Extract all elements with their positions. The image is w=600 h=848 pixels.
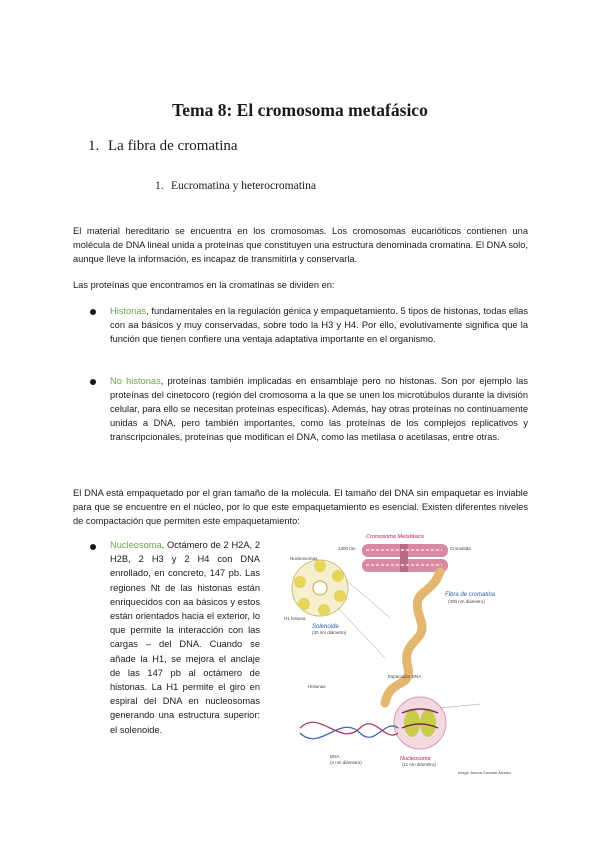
subsection-number: 1. — [155, 180, 164, 192]
label-nucleosomas: Nucleosomas — [290, 556, 318, 561]
label-fibra-sub: (300 nm diámetro) — [448, 599, 485, 604]
label-cromatida: Cromátida — [450, 546, 471, 551]
label-dna-sub: (2 nm diámetro) — [330, 760, 362, 765]
bullet-dot — [90, 309, 96, 315]
subsection-heading — [155, 180, 316, 192]
label-solenoide: Solenoide — [312, 624, 339, 630]
bullet-dot — [90, 379, 96, 385]
section-heading — [88, 138, 238, 155]
nucleosoma-text: . Octámero de 2 H2A, 2 H2B, 2 H3 y 2 H4 con DNA enrollado, en concreto, 147 pb. Las regiones Nt de las histonas están enriquecidos con aa básicos y estos están orientados hacia el exterior, lo que permite la interacción con las cargas – del DNA. Cuando se añade la H1, se mejora el anclaje de las 147 pb al octámero de histonas. La H1 permite el giro en espiral del DNA en nucleosomas generando una estructura superior: el solenoide. — [110, 540, 260, 735]
no-histonas-text: , proteínas también implicadas en ensamblaje pero no histonas. Son por ejemplo las proteínas del cinetocoro (región del cromosoma a la que se unen los microtúbulos durante la división celular, para ello se necesitan proteínas específicas). Además, hay otras proteínas no continuamente unidas a DNA, pero también importantes, como las proteínas de los complejos replicativos y transcripcionales, proteínas que modifican el DNA, como las metilasa o acetilasas, entre otras. — [110, 376, 528, 442]
histonas-text: , fundamentales en la regulación génica y empaquetamiento. 5 tipos de histonas, todas ellas con aa básicos y muy conservadas, sobre todo la H3 y H4. Por ello, evolutivamente significa que la función que tienen confiere una ventaja adaptativa importante en el organismo. — [110, 306, 528, 344]
subsection-label: Eucromatina y heterocromatina — [171, 180, 316, 192]
page-title: Tema 8: El cromosoma metafásico — [172, 100, 428, 120]
label-sol-sub: (30 nm diámetro) — [312, 630, 347, 635]
label-cromosoma: Cromosoma Metafásico — [366, 534, 425, 540]
label-nuc-sub: (11 nm diámetro) — [402, 762, 436, 767]
label-h1: H1 histona — [284, 616, 306, 621]
bullet-dot — [90, 544, 96, 550]
nucleosoma-term: Nucleosoma — [110, 540, 162, 550]
section-number: 1. — [88, 138, 100, 154]
packaging-paragraph: El DNA está empaquetado por el gran tamaño de la molécula. El tamaño del DNA sin empaquetar es inviable para que se encuentre en el núcleo, por lo que este empaquetamiento es esencial. Existen diferentes niveles de compactación que permiten este empaquetamiento: — [73, 488, 528, 526]
nucleosome-drawing — [394, 697, 446, 749]
intro-paragraph: El material hereditario se encuentra en los cromosomas. Los cromosomas eucarióticos contienen una molécula de DNA lineal unida a proteínas que constituyen una estructura denominada cromatina. El DNA solo, aunque lleve la información, es incapaz de transmitirla y conservarla. — [73, 226, 528, 264]
bullet-no-histonas — [110, 374, 528, 444]
chromosome-drawing — [362, 544, 448, 572]
label-histonas: Histonas — [308, 684, 326, 689]
chromatin-fiber — [385, 572, 440, 703]
bullet-histonas — [110, 304, 528, 346]
solenoid-drawing — [292, 560, 348, 616]
label-scale: 1400 nm — [338, 546, 356, 551]
label-nucleosoma: Nucleosoma — [400, 756, 431, 762]
bullet-nucleosoma — [110, 538, 260, 737]
no-histonas-term: No histonas — [110, 376, 161, 386]
chromatin-figure — [280, 528, 530, 778]
label-fibra: Fibra de cromatina — [445, 592, 496, 598]
label-espaciador: Espaciador DNA — [388, 674, 422, 679]
label-dna: DNA — [330, 754, 340, 759]
proteins-intro: Las proteínas que encontramos en la cromatinas se dividen en: — [73, 280, 335, 290]
section-label: La fibra de cromatina — [108, 138, 238, 154]
label-credit: Image: Aurora Guzmán Álvarez — [458, 771, 511, 775]
dna-helix — [300, 722, 398, 735]
histonas-term: Histonas — [110, 306, 147, 316]
